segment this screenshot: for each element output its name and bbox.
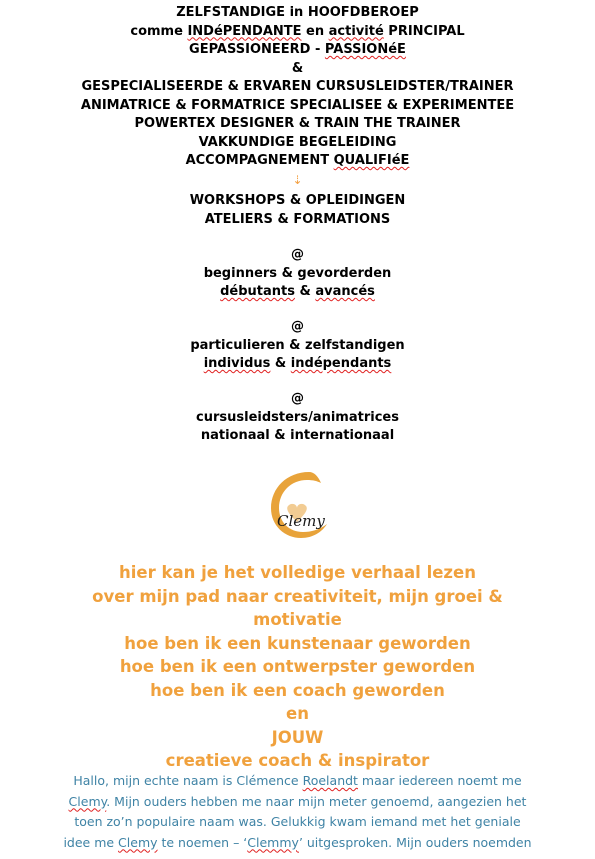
paragraph-text: . Mijn ouders hebben me naar mijn meter genoemd, aangezien het xyxy=(106,793,527,809)
header-text: en xyxy=(301,23,329,39)
spellcheck-word: avancés xyxy=(315,284,375,299)
spellcheck-word: Clemmy xyxy=(247,834,299,850)
spellcheck-word: individus xyxy=(203,356,271,371)
offer-line-1: WORKSHOPS & OPLEIDINGEN xyxy=(189,193,406,208)
spellcheck-word: Roelandt xyxy=(302,773,358,788)
header-line-9 xyxy=(0,152,595,171)
story-line-9: creatieve coach & inspirator xyxy=(165,751,430,770)
offer-line-2: ATELIERS & FORMATIONS xyxy=(204,211,391,227)
spellcheck-word: INDéPENDANTE xyxy=(187,23,302,39)
group-line-2 xyxy=(0,283,595,302)
audience-group-2 xyxy=(0,318,595,374)
paragraph-line-2 xyxy=(0,792,595,813)
header-text: ZELFSTANDIGE in HOOFDBEROEP xyxy=(176,5,419,20)
group-line-1: beginners & gevorderden xyxy=(203,265,392,281)
header-line-1 xyxy=(0,4,595,23)
story-block xyxy=(0,561,595,773)
group-text: & xyxy=(270,356,291,371)
header-block xyxy=(0,4,595,171)
paragraph-text: te noemen – ‘ xyxy=(157,834,248,850)
story-line-2: over mijn pad naar creativiteit, mijn groei & xyxy=(92,586,503,606)
story-line-4: hoe ben ik een kunstenaar geworden xyxy=(124,633,471,653)
group-line-2 xyxy=(0,355,595,374)
paragraph-text: idee me xyxy=(63,834,119,850)
group-line-1: cursusleidsters/animatrices xyxy=(196,409,399,425)
story-line-6: hoe ben ik een coach geworden xyxy=(150,680,445,700)
header-text: GESPECIALISEERDE & ERVAREN CURSUSLEIDSTER/TRAINER xyxy=(81,79,514,94)
down-arrow-icon: ⇣ xyxy=(292,173,303,187)
header-text: ANIMATRICE & FORMATRICE SPECIALISEE & EXPERIMENTEE xyxy=(80,97,515,113)
paragraph-line-4 xyxy=(0,833,595,854)
paragraph-text: Hallo, mijn echte naam is Clémence xyxy=(73,773,303,788)
header-line-5 xyxy=(0,78,595,97)
spellcheck-word: indépendants xyxy=(290,356,392,371)
story-line-8: JOUW xyxy=(271,727,324,747)
spellcheck-word: activité xyxy=(328,23,384,39)
header-text: comme xyxy=(130,23,188,39)
spellcheck-word: débutants xyxy=(220,284,295,299)
header-text: VAKKUNDIGE BEGELEIDING xyxy=(198,134,397,150)
header-text: PRINCIPAL xyxy=(383,23,465,39)
offer-block xyxy=(0,192,595,229)
paragraph-line-1 xyxy=(0,771,595,792)
header-line-2 xyxy=(0,23,595,42)
clemy-logo-icon xyxy=(257,462,337,544)
header-line-8 xyxy=(0,134,595,153)
header-text: GEPASSIONEERD - xyxy=(189,42,325,57)
header-line-6 xyxy=(0,97,595,116)
story-line-7: en xyxy=(286,704,309,723)
spellcheck-word: QUALIFIéE xyxy=(333,153,410,168)
intro-paragraph xyxy=(0,771,595,853)
logo-wordmark: Clemy xyxy=(277,512,325,530)
story-line-1: hier kan je het volledige verhaal lezen xyxy=(119,563,476,582)
header-text: & xyxy=(291,60,304,76)
paragraph-line-3: toen zo’n populaire naam was. Gelukkig kwam iemand met het geniale xyxy=(74,814,521,829)
header-line-3 xyxy=(0,41,595,60)
audience-group-1 xyxy=(0,246,595,302)
story-line-3: motivatie xyxy=(253,610,342,629)
group-text: & xyxy=(294,284,316,299)
audience-group-3 xyxy=(0,390,595,446)
header-line-4 xyxy=(0,60,595,79)
at-sign: @ xyxy=(291,319,304,334)
paragraph-text: ’ uitgesproken. Mijn ouders noemden xyxy=(298,834,532,850)
spellcheck-word: Clemy xyxy=(68,793,107,809)
header-line-7 xyxy=(0,115,595,134)
spellcheck-word: Clemy xyxy=(118,834,158,850)
paragraph-text: maar iedereen noemt me xyxy=(357,773,522,788)
header-text: ACCOMPAGNEMENT xyxy=(185,153,334,168)
spellcheck-word: PASSIONéE xyxy=(324,42,406,57)
at-sign: @ xyxy=(291,391,304,406)
header-text: POWERTEX DESIGNER & TRAIN THE TRAINER xyxy=(134,116,461,131)
down-arrow-block xyxy=(0,172,595,188)
group-line-1: particulieren & zelfstandigen xyxy=(190,337,405,353)
story-line-5: hoe ben ik een ontwerpster geworden xyxy=(119,657,476,676)
group-line-2: nationaal & internationaal xyxy=(200,428,395,443)
at-sign: @ xyxy=(291,247,304,262)
